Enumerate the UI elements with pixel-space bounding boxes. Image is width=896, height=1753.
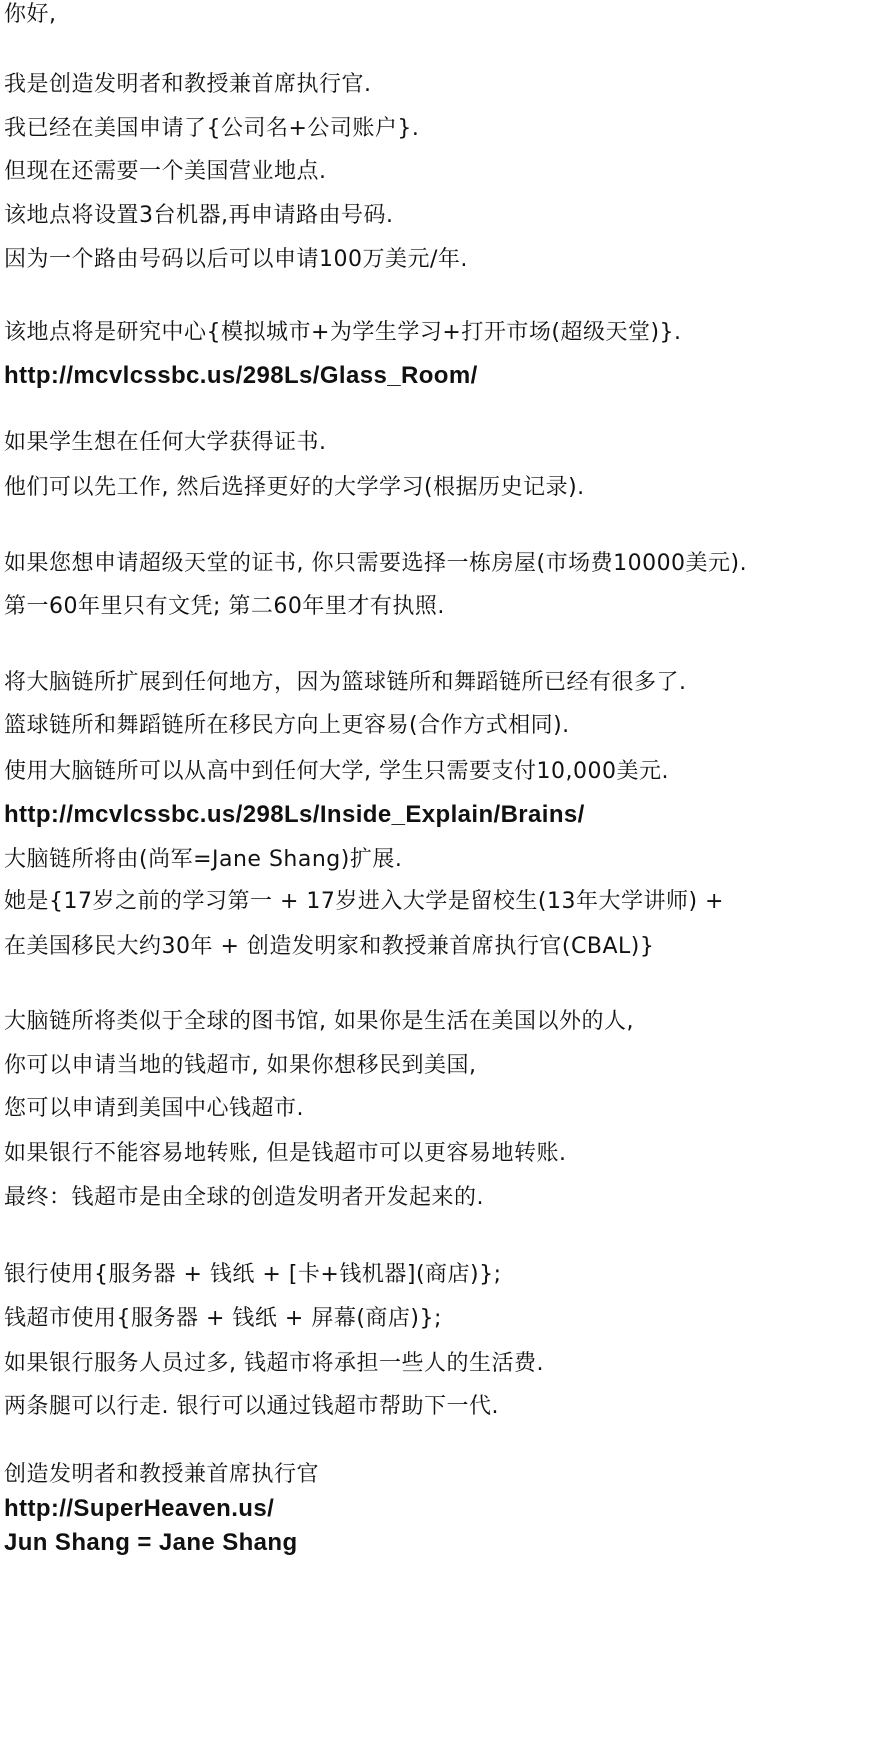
brains-link[interactable]: http://mcvlcssbc.us/298Ls/Inside_Explain/Brains/ bbox=[4, 801, 585, 828]
letter-line: 如果您想申请超级天堂的证书, 你只需要选择一栋房屋(市场费10000美元). bbox=[4, 551, 748, 576]
letter-line: 在美国移民大约30年 + 创造发明家和教授兼首席执行官(CBAL)} bbox=[4, 934, 655, 959]
letter-line: 两条腿可以行走. 银行可以通过钱超市帮助下一代. bbox=[4, 1394, 499, 1419]
letter-line: 您可以申请到美国中心钱超市. bbox=[4, 1096, 304, 1121]
letter-line: 该地点将设置3台机器,再申请路由号码. bbox=[4, 203, 394, 228]
letter-line: 如果学生想在任何大学获得证书. bbox=[4, 430, 327, 455]
letter-line: 第一60年里只有文凭; 第二60年里才有执照. bbox=[4, 594, 445, 619]
letter-line: 你可以申请当地的钱超市, 如果你想移民到美国, bbox=[4, 1053, 477, 1078]
letter-line: 如果银行不能容易地转账, 但是钱超市可以更容易地转账. bbox=[4, 1141, 567, 1166]
letter-line: 大脑链所将类似于全球的图书馆, 如果你是生活在美国以外的人, bbox=[4, 1009, 634, 1034]
letter-line: 但现在还需要一个美国营业地点. bbox=[4, 159, 327, 184]
letter-line: 因为一个路由号码以后可以申请100万美元/年. bbox=[4, 247, 468, 272]
superheaven-link[interactable]: http://SuperHeaven.us/ bbox=[4, 1495, 275, 1522]
letter-line: 如果银行服务人员过多, 钱超市将承担一些人的生活费. bbox=[4, 1351, 544, 1376]
letter-line: 她是{17岁之前的学习第一 + 17岁进入大学是留校生(13年大学讲师) + bbox=[4, 889, 724, 914]
letter-line: 将大脑链所扩展到任何地方，因为篮球链所和舞蹈链所已经有很多了. bbox=[4, 670, 687, 695]
signature-name: Jun Shang = Jane Shang bbox=[4, 1529, 298, 1556]
greeting: 你好, bbox=[4, 2, 57, 27]
letter-line: 篮球链所和舞蹈链所在移民方向上更容易(合作方式相同). bbox=[4, 713, 570, 738]
letter-line: 使用大脑链所可以从高中到任何大学, 学生只需要支付10,000美元. bbox=[4, 759, 669, 784]
letter-line: 他们可以先工作, 然后选择更好的大学学习(根据历史记录). bbox=[4, 475, 585, 500]
letter-line: 大脑链所将由(尚军=Jane Shang)扩展. bbox=[4, 847, 403, 872]
letter-line: 钱超市使用{服务器 + 钱纸 + 屏幕(商店)}; bbox=[4, 1306, 442, 1331]
signature-title: 创造发明者和教授兼首席执行官 bbox=[4, 1462, 320, 1487]
letter-line: 该地点将是研究中心{模拟城市+为学生学习+打开市场(超级天堂)}. bbox=[4, 320, 682, 345]
letter-line: 最终：钱超市是由全球的创造发明者开发起来的. bbox=[4, 1185, 484, 1210]
glass-room-link[interactable]: http://mcvlcssbc.us/298Ls/Glass_Room/ bbox=[4, 362, 478, 389]
letter-line: 银行使用{服务器 + 钱纸 + [卡+钱机器](商店)}; bbox=[4, 1262, 502, 1287]
letter-line: 我已经在美国申请了{公司名+公司账户}. bbox=[4, 116, 420, 141]
letter-line: 我是创造发明者和教授兼首席执行官. bbox=[4, 72, 372, 97]
